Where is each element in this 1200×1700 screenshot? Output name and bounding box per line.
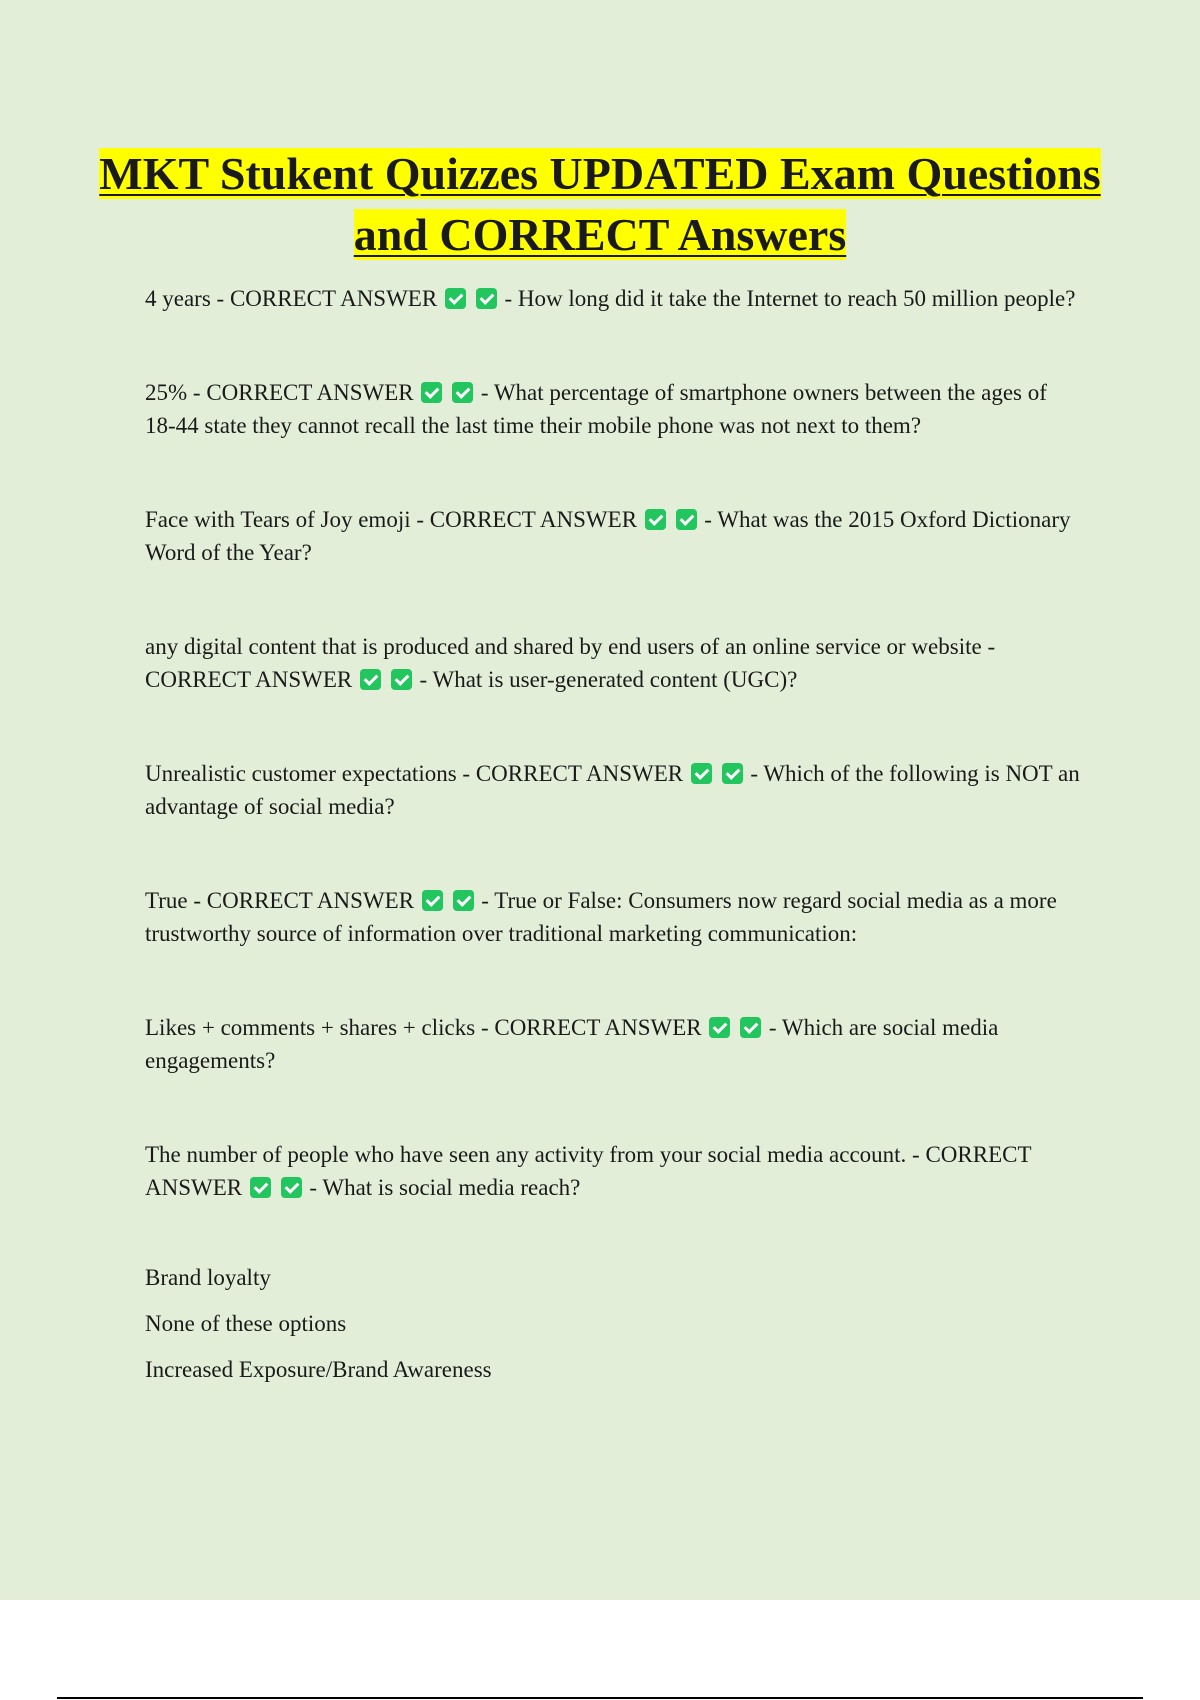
correct-answer-label: CORRECT ANSWER [145,667,353,692]
answer-text: Unrealistic customer expectations [145,761,457,786]
check-box-icon [709,1017,730,1038]
correct-answer-label: CORRECT ANSWER [429,507,638,532]
separator: - [698,507,718,532]
document-title: MKT Stukent Quizzes UPDATED Exam Questions and CORRECT Answers [99,148,1101,260]
check-box-icon [445,288,466,309]
correct-answer-label: CORRECT ANSWER [206,380,414,405]
question-text: Which of the following is NOT an advantage of social media? [145,761,1080,819]
check-box-icon [391,669,412,690]
separator: - [187,380,207,405]
answer-text: any digital content that is produced and shared by end users of an online service or website [145,634,982,659]
separator: - [981,634,996,659]
check-box-icon [250,1177,271,1198]
separator: - [410,507,430,532]
separator: - [210,286,230,311]
separator: - [906,1142,926,1167]
correct-answer-label: CORRECT ANSWER [494,1015,702,1040]
check-box-icon [645,509,666,530]
separator: - [475,888,495,913]
qa-item [145,282,1080,315]
check-box-icon [452,382,473,403]
check-box-icon [676,509,697,530]
correct-answer-label: CORRECT ANSWER [145,1142,1032,1200]
answer-text: Face with Tears of Joy emoji [145,507,411,532]
option-list [145,1261,1080,1386]
question-text: What is social media reach? [322,1175,581,1200]
qa-list [145,282,1080,1399]
option-item: Increased Exposure/Brand Awareness [145,1357,492,1382]
separator: - [475,1015,495,1040]
separator: - [187,888,207,913]
qa-item [145,1011,1080,1077]
check-box-icon [740,1017,761,1038]
answer-text: The number of people who have seen any activity from your social media account. [145,1142,907,1167]
check-box-icon [422,890,443,911]
question-text: How long did it take the Internet to reach 50 million people? [517,286,1076,311]
question-text: Which are social media engagements? [145,1015,999,1073]
check-box-icon [722,763,743,784]
separator: - [456,761,476,786]
option-item: Brand loyalty [145,1265,271,1290]
qa-item [145,376,1080,442]
correct-answer-label: CORRECT ANSWER [229,286,438,311]
check-box-icon [360,669,381,690]
title-block [60,143,1140,265]
option-item: None of these options [145,1311,347,1336]
check-box-icon [453,890,474,911]
separator: - [413,667,433,692]
qa-item [145,503,1080,569]
correct-answer-label: CORRECT ANSWER [206,888,415,913]
check-box-icon [691,763,712,784]
question-text: What is user-generated content (UGC)? [432,667,798,692]
correct-answer-label: CORRECT ANSWER [475,761,684,786]
check-box-icon [421,382,442,403]
check-box-icon [476,288,497,309]
question-text: What was the 2015 Oxford Dictionary Word of the Year? [145,507,1071,565]
answer-text: Likes + comments + shares + clicks [145,1015,476,1040]
answer-text: 25% [145,380,188,405]
separator: - [763,1015,782,1040]
footer-divider [57,1697,1143,1699]
separator: - [744,761,764,786]
check-box-icon [281,1177,302,1198]
answer-text: 4 years [145,286,211,311]
qa-item [145,757,1080,823]
question-text: True or False: Consumers now regard social media as a more trustworthy source of information over traditional marketing communication: [145,888,1057,946]
separator: - [475,380,494,405]
answer-text: True [145,888,188,913]
separator: - [498,286,518,311]
question-text: What percentage of smartphone owners between the ages of 18-44 state they cannot recall the last time their mobile phone was not next to them? [145,380,1047,438]
qa-item [145,630,1080,696]
separator: - [303,1175,323,1200]
qa-item [145,1138,1080,1204]
qa-item [145,884,1080,950]
